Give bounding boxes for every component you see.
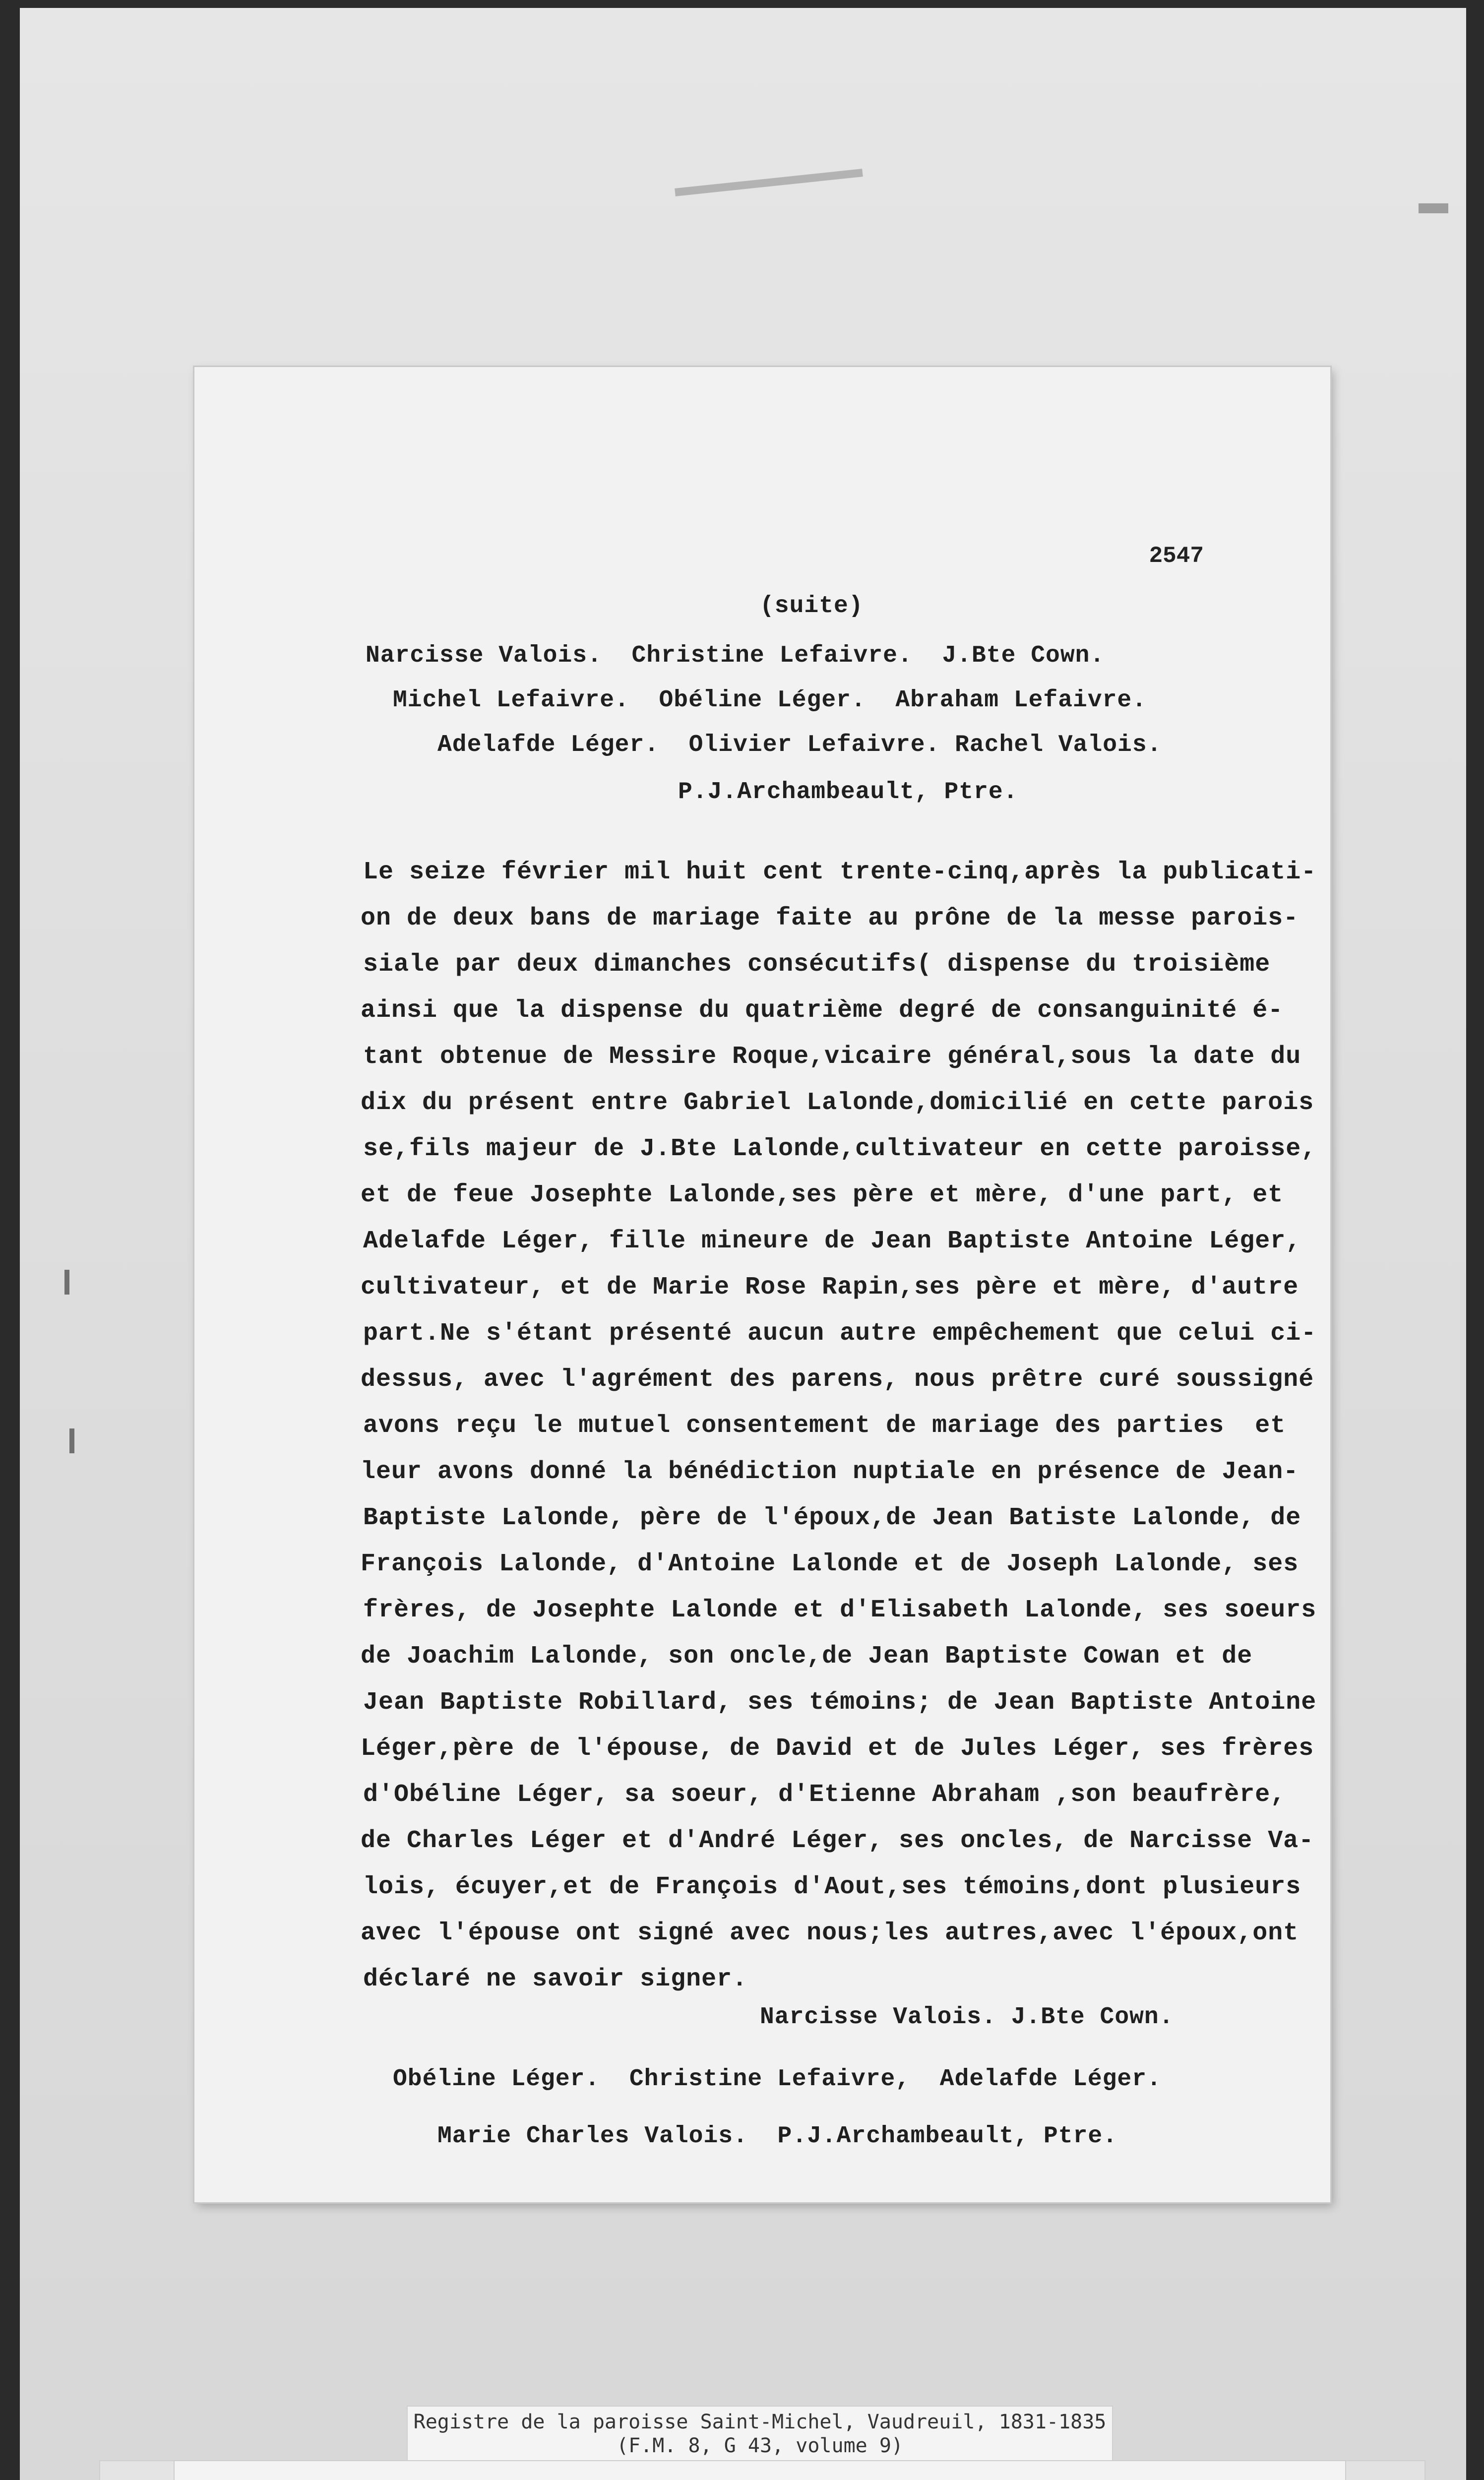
film-scratch: [69, 1428, 74, 1453]
register-entry-line: frères, de Josephte Lalonde et d'Elisabeth Lalonde, ses soeurs: [363, 1596, 1317, 1624]
frame-border-right: [1466, 0, 1484, 2480]
archive-card: [174, 2460, 1346, 2480]
register-reference: (F.M. 8, G 43, volume 9): [617, 2434, 903, 2457]
register-entry-line: déclaré ne savoir signer.: [363, 1965, 748, 1993]
document-sheet: [194, 367, 1330, 2202]
register-entry-line: Le seize février mil huit cent trente-cinq,après la publicati-: [363, 858, 1317, 886]
register-title: Registre de la paroisse Saint-Michel, Vaudreuil, 1831-1835: [413, 2411, 1107, 2433]
closing-signature-line: Obéline Léger. Christine Lefaivre, Adelafde Léger.: [393, 2066, 1162, 2093]
register-entry-line: Adelafde Léger, fille mineure de Jean Baptiste Antoine Léger,: [363, 1227, 1301, 1255]
film-scratch: [64, 1270, 69, 1295]
register-entry-line: dessus, avec l'agrément des parens, nous prêtre curé soussigné: [361, 1365, 1314, 1394]
register-entry-line: on de deux bans de mariage faite au prône de la messe parois-: [361, 904, 1299, 932]
mount-tape-left: [99, 2460, 176, 2480]
register-label: [407, 2406, 1113, 2462]
suite-heading: (suite): [760, 593, 864, 620]
register-entry-line: tant obtenue de Messire Roque,vicaire général,sous la date du: [363, 1043, 1301, 1071]
signature-line: Michel Lefaivre. Obéline Léger. Abraham Lefaivre.: [393, 687, 1147, 714]
register-entry-line: part.Ne s'étant présenté aucun autre empêchement que celui ci-: [363, 1319, 1317, 1348]
signature-line: P.J.Archambeault, Ptre.: [678, 779, 1018, 806]
register-entry-line: Léger,père de l'épouse, de David et de Jules Léger, ses frères: [361, 1735, 1314, 1763]
register-entry-line: siale par deux dimanches consécutifs( dispense du troisième: [363, 950, 1271, 979]
frame-border-left: [0, 0, 20, 2480]
register-entry-line: avons reçu le mutuel consentement de mariage des parties et: [363, 1412, 1286, 1440]
register-entry-line: lois, écuyer,et de François d'Aout,ses témoins,dont plusieurs: [363, 1873, 1301, 1901]
register-entry-line: de Joachim Lalonde, son oncle,de Jean Baptiste Cowan et de: [361, 1642, 1253, 1671]
register-entry-line: leur avons donné la bénédiction nuptiale en présence de Jean-: [361, 1458, 1299, 1486]
register-entry-line: et de feue Josephte Lalonde,ses père et mère, d'une part, et: [361, 1181, 1284, 1209]
closing-signature-line: Narcisse Valois. J.Bte Cown.: [760, 2004, 1174, 2031]
register-entry-line: cultivateur, et de Marie Rose Rapin,ses père et mère, d'autre: [361, 1273, 1299, 1302]
register-entry-line: Jean Baptiste Robillard, ses témoins; de Jean Baptiste Antoine: [363, 1688, 1317, 1717]
register-entry-line: de Charles Léger et d'André Léger, ses oncles, de Narcisse Va-: [361, 1827, 1314, 1855]
frame-border-top: [0, 0, 1484, 8]
register-entry-line: avec l'épouse ont signé avec nous;les autres,avec l'époux,ont: [361, 1919, 1299, 1947]
signature-line: Narcisse Valois. Christine Lefaivre. J.Bte Cown.: [366, 642, 1105, 669]
film-scratch: [1419, 203, 1448, 213]
register-entry-line: ainsi que la dispense du quatrième degré de consanguinité é-: [361, 996, 1284, 1025]
register-entry-line: se,fils majeur de J.Bte Lalonde,cultivateur en cette paroisse,: [363, 1135, 1317, 1163]
register-entry-line: François Lalonde, d'Antoine Lalonde et de Joseph Lalonde, ses: [361, 1550, 1299, 1578]
register-entry-line: d'Obéline Léger, sa soeur, d'Etienne Abraham ,son beaufrère,: [363, 1781, 1286, 1809]
register-entry-line: dix du présent entre Gabriel Lalonde,domicilié en cette parois: [361, 1089, 1314, 1117]
mount-tape-right: [1344, 2460, 1425, 2480]
page-number: 2547: [1149, 543, 1204, 569]
closing-signature-line: Marie Charles Valois. P.J.Archambeault, Ptre.: [437, 2123, 1118, 2150]
signature-line: Adelafde Léger. Olivier Lefaivre. Rachel Valois.: [437, 732, 1162, 758]
register-entry-line: Baptiste Lalonde, père de l'époux,de Jean Batiste Lalonde, de: [363, 1504, 1301, 1532]
